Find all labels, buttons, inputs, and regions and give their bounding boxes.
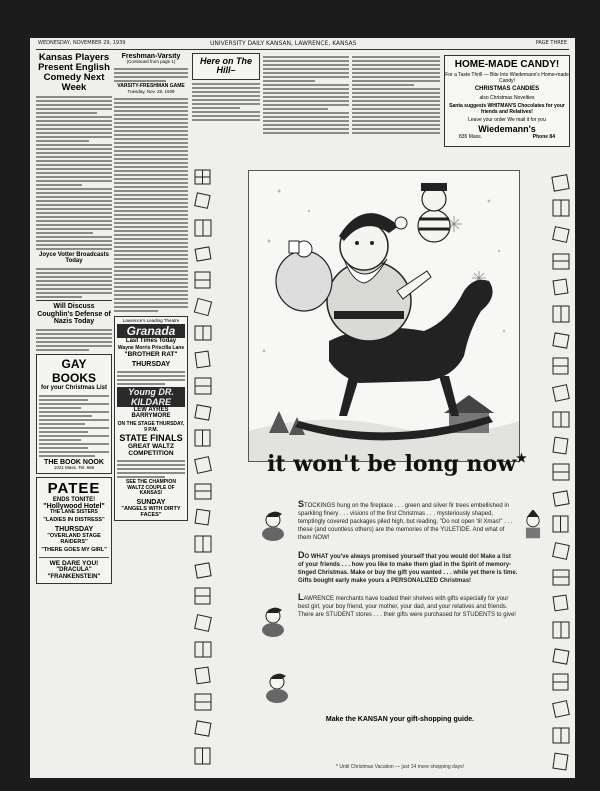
ad-candy-title: HOME-MADE CANDY! xyxy=(454,59,560,70)
ad-candy-line2: CHRISTMAS CANDIES xyxy=(474,86,540,92)
ad-granada-thursday: THURSDAY xyxy=(131,361,171,369)
santa-on-rocking-horse-illustration xyxy=(248,170,520,462)
headline-kansas-players: Kansas Players Present English Comedy Next Week xyxy=(38,53,110,93)
santa-figure-icon xyxy=(260,670,294,704)
masthead-date: WEDNESDAY, NOVEMBER 29, 1939 xyxy=(38,40,126,46)
article-body xyxy=(36,96,112,250)
ad-patee-frankenstein: "FRANKENSTEIN" xyxy=(47,573,101,580)
headline-it-wont-be-long-now: it won't be long now★ xyxy=(267,451,527,477)
ad-book-nook-address: 1021 Mass. Tel. 666 xyxy=(53,464,95,470)
elf-figure-icon xyxy=(518,510,548,540)
ad-patee-cast: THE LANE SISTERS xyxy=(50,508,98,515)
box-score-date: Tuesday, Nov. 28, 1939 xyxy=(127,88,175,94)
ad-patee-there-goes: "THERE GOES MY GIRL" xyxy=(41,547,107,554)
santa-figure-icon xyxy=(256,604,290,638)
ad-patee-overland: "OVERLAND STAGE RAIDERS" xyxy=(47,533,101,546)
ad-granada-champion: SEE THE CHAMPION WALTZ COUPLE OF KANSAS! xyxy=(125,479,176,497)
ad-granada-stage: ON THE STAGE THURSDAY, 9 P.M. xyxy=(117,421,185,433)
ad-granada-kildare: Young DR. KILDARE xyxy=(117,387,185,407)
masthead-rule xyxy=(36,49,569,50)
ad-patee-feature: "Hollywood Hotel" xyxy=(43,502,105,510)
ad-granada-brother-rat: "BROTHER RAT" xyxy=(124,351,178,359)
paragraph-stockings: STOCKINGS hung on the fireplace . . . green and silver fir trees embellished in sparkling finery . . . visions of the first Christmas . . . mysteriously shaped, temptingly covered packages piled high, but reading, "Do not open 'til Xmas!" . . . these (and countless others) are the memories of the YULETIDE. And what of them NOW! xyxy=(298,499,513,542)
ad-candy-line4: Santa suggests WHITMAN'S Chocolates for your friends and Relatives! xyxy=(449,103,565,116)
ad-granada-intro: Lawrence's Leading Theatre xyxy=(122,317,180,323)
ad-granada-waltz: GREAT WALTZ COMPETITION xyxy=(128,443,174,458)
column-1 xyxy=(36,53,112,773)
ad-book-nook-store: THE BOOK NOOK xyxy=(44,458,104,466)
continued-note: (Continued from page 1) xyxy=(126,59,176,65)
ad-granada-angels: "ANGELS WITH DIRTY FACES" xyxy=(121,505,181,518)
headline-votter: Joyce Votter Broadcasts Today xyxy=(39,251,109,265)
ad-patee-ends: ENDS TONITE! xyxy=(52,496,96,503)
holiday-message xyxy=(298,498,518,625)
gift-border-left xyxy=(192,166,214,776)
ad-granada-sunday: SUNDAY xyxy=(136,498,166,506)
headline-freshman-varsity: Freshman-Varsity xyxy=(121,53,181,60)
ad-candy-line1: For a Taste Thrill — Bite Into Wiedemann's Home-made Candy! xyxy=(445,72,569,84)
ad-granada-stars: Wayne Morris Priscilla Lane xyxy=(117,344,185,351)
masthead-title: UNIVERSITY DAILY KANSAN, LAWRENCE, KANSAS xyxy=(210,40,357,47)
ad-granada-last-times: Last Times Today xyxy=(125,337,177,344)
ad-book-nook xyxy=(36,354,112,474)
article-body xyxy=(36,268,112,298)
paragraph-do-what: DO WHAT you've always promised yourself that you would do! Make a list of your friends . . . how you like to make them glad in the Spirit of memory-tinged Christmas. Make or buy the gift you wanted . . . while yet there is time. Gifts bought early make yours a PERSONALIZED Christmas! xyxy=(298,549,518,584)
box-score-title: VARSITY-FRESHMAN GAME xyxy=(117,83,185,90)
shopping-guide-line: Make the KANSAN your gift-shopping guide. xyxy=(325,716,475,723)
ad-granada-state-finals: STATE FINALS xyxy=(119,433,183,444)
box-score xyxy=(114,98,188,312)
headline-coughlin: Will Discuss Coughlin's Defense of Nazis Today xyxy=(36,300,112,326)
masthead-page: PAGE THREE xyxy=(535,40,567,46)
santa-figure-icon xyxy=(256,508,290,542)
gift-border-right xyxy=(550,166,572,776)
paragraph-lawrence-merchants: LAWRENCE merchants have loaded their shelves with gifts especially for your best girl, your boy friend, your mother, your dad, and your relatives and friends. There are STUDENT stores . . . their gifts were purchased for STUDENTS to give! xyxy=(298,591,516,619)
ad-gay-books-title: GAY BOOKS xyxy=(51,357,96,386)
newspaper-page xyxy=(30,38,575,778)
ad-patee-dare: WE DARE YOU! xyxy=(39,557,109,567)
ad-gay-books-sub: for your Christmas List xyxy=(40,385,107,392)
ad-patee xyxy=(36,477,112,584)
ad-wiedemanns-candy xyxy=(444,55,570,147)
ad-candy-store: Wiedemann's xyxy=(478,124,536,135)
ad-candy-address: 835 Mass. xyxy=(459,134,483,141)
footer-note: * Until Christmas Vacation — just 14 more shopping days! xyxy=(335,764,465,770)
ad-candy-line3: also Christmas Novelties xyxy=(479,95,535,102)
ad-patee-title: PATEE xyxy=(47,479,101,497)
ad-granada-ayres: LEW AYRES xyxy=(133,407,169,414)
ad-patee-ladies: "LADIES IN DISTRESS" xyxy=(43,517,105,524)
ad-patee-thursday: THURSDAY xyxy=(54,526,94,534)
headline-here-on-the-hill: Here on The Hill– xyxy=(192,53,260,80)
ad-candy-line5: Leave your order We mail it for you xyxy=(468,117,546,124)
ad-granada xyxy=(114,316,188,521)
ad-granada-barrymore: BARRYMORE xyxy=(131,413,171,420)
ad-granada-logo: Granada xyxy=(117,324,185,338)
ad-candy-phone: Phone 84 xyxy=(532,134,555,141)
column-2 xyxy=(114,53,188,773)
article-body xyxy=(36,329,112,351)
ad-patee-dracula: "DRACULA" xyxy=(56,567,92,574)
